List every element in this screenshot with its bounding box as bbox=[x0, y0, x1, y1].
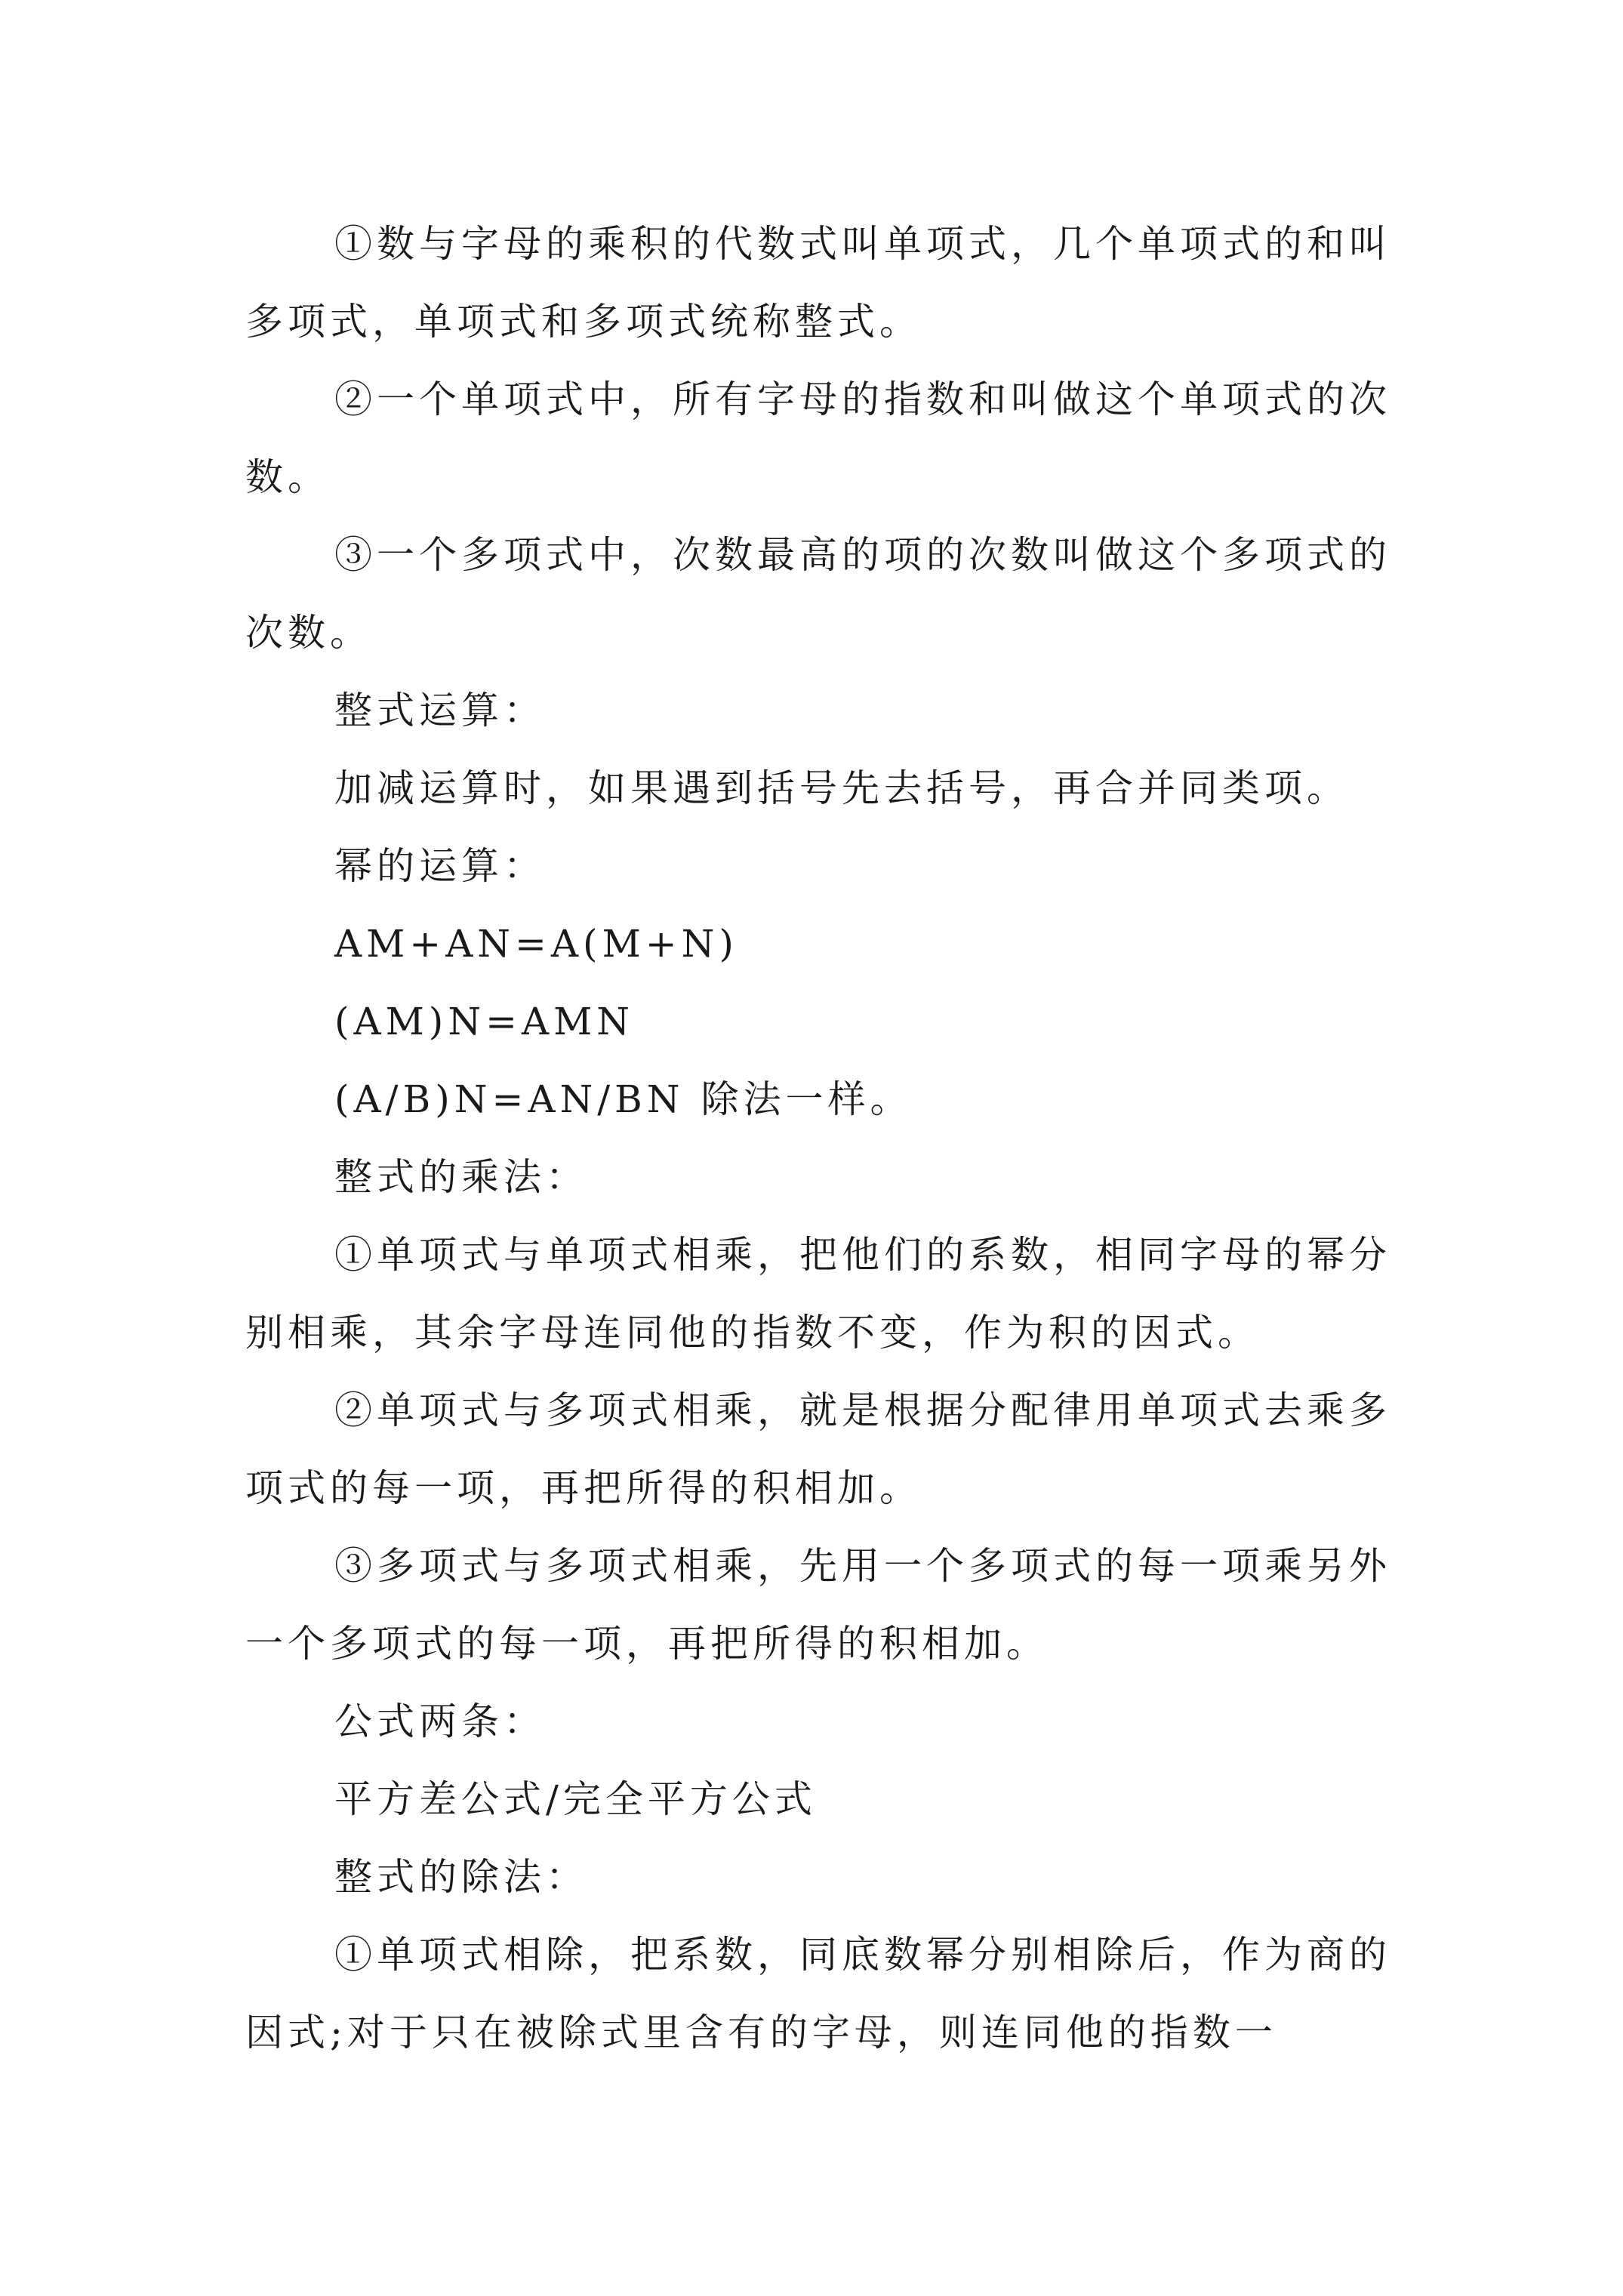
paragraph-monomial-division: ①单项式相除，把系数，同底数幂分别相除后，作为商的因式;对于只在被除式里含有的字母，则连同他的指数一 bbox=[245, 1933, 1391, 2054]
formula-power-of-power: (AM)N=AMN bbox=[334, 1000, 635, 1043]
paragraph-addition-subtraction: 加减运算时，如果遇到括号先去括号，再合并同类项。 bbox=[334, 766, 1349, 810]
paragraph-monomial-times-monomial: ①单项式与单项式相乘，把他们的系数，相同字母的幂分别相乘，其余字母连同他的指数不变，作为积的因式。 bbox=[245, 1233, 1391, 1354]
heading-two-formulas: 公式两条： bbox=[334, 1700, 546, 1743]
paragraph-formula-names: 平方差公式/完全平方公式 bbox=[334, 1777, 817, 1821]
paragraph-monomial-definition: ①数与字母的乘积的代数式叫单项式，几个单项式的和叫多项式，单项式和多项式统称整式。 bbox=[245, 222, 1391, 344]
heading-multiplication: 整式的乘法： bbox=[334, 1155, 588, 1199]
paragraph-monomial-degree: ②一个单项式中，所有字母的指数和叫做这个单项式的次数。 bbox=[245, 378, 1391, 499]
heading-integral-operations: 整式运算： bbox=[334, 689, 546, 732]
heading-division: 整式的除法： bbox=[334, 1855, 588, 1899]
paragraph-polynomial-times-polynomial: ③多项式与多项式相乘，先用一个多项式的每一项乘另外一个多项式的每一项，再把所得的积相加。 bbox=[245, 1544, 1391, 1666]
document-body bbox=[245, 205, 1393, 2072]
heading-power-operations: 幂的运算： bbox=[334, 844, 546, 888]
formula-power-of-quotient: (A/B)N=AN/BN 除法一样。 bbox=[334, 1077, 913, 1121]
formula-power-sum: AM+AN=A(M+N) bbox=[334, 922, 738, 966]
paragraph-polynomial-degree: ③一个多项式中，次数最高的项的次数叫做这个多项式的次数。 bbox=[245, 533, 1391, 655]
paragraph-monomial-times-polynomial: ②单项式与多项式相乘，就是根据分配律用单项式去乘多项式的每一项，再把所得的积相加。 bbox=[245, 1388, 1391, 1510]
